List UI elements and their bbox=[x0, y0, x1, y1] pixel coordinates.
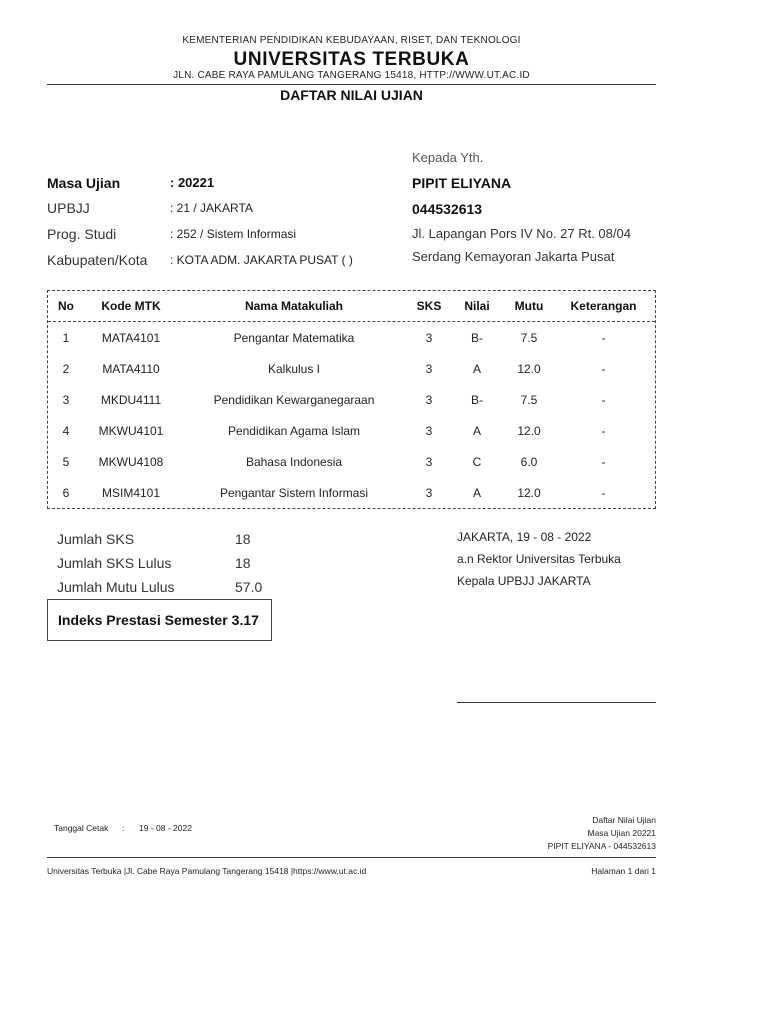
cell-sks: 3 bbox=[425, 454, 433, 469]
kabupaten-label: Kabupaten/Kota bbox=[47, 252, 148, 268]
signature-on-behalf: a.n Rektor Universitas Terbuka bbox=[457, 552, 621, 566]
table-row bbox=[48, 384, 655, 415]
footer-doc-owner: PIPIT ELIYANA - 044532613 bbox=[547, 841, 656, 851]
cell-mutu: 12.0 bbox=[517, 361, 541, 376]
col-header-no: No bbox=[58, 299, 74, 313]
jumlah-mutu-lulus-label: Jumlah Mutu Lulus bbox=[57, 579, 175, 595]
cell-keterangan: - bbox=[601, 485, 606, 500]
table-row bbox=[48, 322, 655, 353]
cell-no: 3 bbox=[62, 392, 70, 407]
table-row bbox=[48, 446, 655, 477]
cell-kode: MKWU4101 bbox=[98, 423, 164, 438]
col-header-keterangan: Keterangan bbox=[570, 299, 637, 313]
cell-keterangan: - bbox=[601, 454, 606, 469]
cell-nama: Kalkulus I bbox=[267, 361, 321, 376]
grades-table bbox=[47, 290, 656, 509]
cell-mutu: 12.0 bbox=[517, 423, 541, 438]
recipient-address-line1: Jl. Lapangan Pors IV No. 27 Rt. 08/04 bbox=[412, 226, 631, 241]
col-header-kode: Kode MTK bbox=[101, 299, 161, 313]
footer-doc-name: Daftar Nilai Ujian bbox=[592, 815, 656, 825]
col-header-mutu: Mutu bbox=[514, 299, 544, 313]
ips-label: Indeks Prestasi Semester bbox=[58, 612, 228, 628]
masa-ujian-value: : 20221 bbox=[170, 175, 215, 190]
cell-sks: 3 bbox=[425, 361, 433, 376]
cell-sks: 3 bbox=[425, 485, 433, 500]
cell-sks: 3 bbox=[425, 423, 433, 438]
footer-institution-line: Universitas Terbuka |Jl. Cabe Raya Pamulang Tangerang 15418 |https://www.ut.ac.id bbox=[47, 866, 367, 876]
col-header-nama: Nama Matakuliah bbox=[244, 299, 344, 313]
masa-ujian-label: Masa Ujian bbox=[47, 175, 121, 191]
footer-doc-period: Masa Ujian 20221 bbox=[587, 828, 656, 838]
cell-kode: MKDU4111 bbox=[100, 392, 162, 407]
kabupaten-value: : KOTA ADM. JAKARTA PUSAT ( ) bbox=[170, 253, 353, 267]
cell-nama: Pengantar Matematika bbox=[233, 330, 355, 345]
col-header-nilai: Nilai bbox=[464, 299, 490, 313]
grades-table-body bbox=[48, 322, 655, 508]
table-row bbox=[48, 477, 655, 508]
table-header bbox=[48, 291, 655, 322]
jumlah-sks-value: 18 bbox=[235, 531, 251, 547]
ministry-name: KEMENTERIAN PENDIDIKAN KEBUDAYAAN, RISET, DAN TEKNOLOGI bbox=[182, 35, 521, 46]
ips-value: 3.17 bbox=[231, 612, 259, 628]
cell-no: 1 bbox=[62, 330, 70, 345]
cell-mutu: 12.0 bbox=[517, 485, 541, 500]
ips-box bbox=[47, 599, 272, 641]
cell-no: 2 bbox=[62, 361, 70, 376]
cell-keterangan: - bbox=[601, 330, 606, 345]
cell-kode: MSIM4101 bbox=[101, 485, 161, 500]
signature-line bbox=[457, 702, 656, 703]
table-row bbox=[48, 415, 655, 446]
cell-no: 6 bbox=[62, 485, 70, 500]
prog-studi-value: : 252 / Sistem Informasi bbox=[170, 227, 297, 241]
cell-nama: Pendidikan Agama Islam bbox=[227, 423, 361, 438]
upbjj-label: UPBJJ bbox=[47, 200, 90, 216]
col-header-sks: SKS bbox=[416, 299, 442, 313]
table-row bbox=[48, 353, 655, 384]
recipient-nim: 044532613 bbox=[412, 201, 483, 217]
cell-mutu: 6.0 bbox=[520, 454, 538, 469]
recipient-name: PIPIT ELIYANA bbox=[412, 175, 512, 191]
signature-place-date: JAKARTA, 19 - 08 - 2022 bbox=[457, 530, 592, 544]
jumlah-sks-lulus-value: 18 bbox=[235, 555, 251, 571]
university-address: JLN. CABE RAYA PAMULANG TANGERANG 15418, HTTP://WWW.UT.AC.ID bbox=[173, 70, 530, 81]
print-date-separator: : bbox=[122, 823, 125, 833]
cell-nilai: A bbox=[472, 423, 481, 438]
cell-keterangan: - bbox=[601, 392, 606, 407]
cell-nilai: A bbox=[472, 485, 481, 500]
cell-mutu: 7.5 bbox=[520, 330, 538, 345]
cell-kode: MATA4101 bbox=[101, 330, 161, 345]
jumlah-sks-label: Jumlah SKS bbox=[57, 531, 135, 547]
document-title: DAFTAR NILAI UJIAN bbox=[280, 87, 423, 103]
cell-keterangan: - bbox=[601, 361, 606, 376]
cell-sks: 3 bbox=[425, 392, 433, 407]
jumlah-mutu-lulus-value: 57.0 bbox=[235, 579, 263, 595]
cell-kode: MKWU4108 bbox=[98, 454, 164, 469]
cell-no: 4 bbox=[62, 423, 70, 438]
print-date-label: Tanggal Cetak bbox=[54, 823, 109, 833]
cell-mutu: 7.5 bbox=[520, 392, 538, 407]
cell-kode: MATA4110 bbox=[102, 361, 160, 376]
cell-nilai: C bbox=[472, 454, 482, 469]
cell-nilai: B- bbox=[471, 330, 483, 345]
cell-sks: 3 bbox=[425, 330, 433, 345]
cell-nama: Pendidikan Kewarganegaraan bbox=[213, 392, 375, 407]
footer-page-info: Halaman 1 dari 1 bbox=[591, 866, 656, 876]
recipient-address-line2: Serdang Kemayoran Jakarta Pusat bbox=[412, 249, 615, 264]
cell-nilai: B- bbox=[471, 392, 483, 407]
prog-studi-label: Prog. Studi bbox=[47, 226, 117, 242]
cell-no: 5 bbox=[62, 454, 70, 469]
cell-nilai: A bbox=[472, 361, 481, 376]
print-date-value: 19 - 08 - 2022 bbox=[139, 823, 192, 833]
university-name: UNIVERSITAS TERBUKA bbox=[233, 49, 470, 70]
header-divider bbox=[47, 84, 656, 85]
signature-position: Kepala UPBJJ JAKARTA bbox=[457, 574, 591, 588]
footer-divider bbox=[47, 857, 656, 858]
cell-nama: Bahasa Indonesia bbox=[245, 454, 343, 469]
cell-keterangan: - bbox=[601, 423, 606, 438]
recipient-greeting: Kepada Yth. bbox=[412, 150, 484, 165]
jumlah-sks-lulus-label: Jumlah SKS Lulus bbox=[57, 555, 172, 571]
cell-nama: Pengantar Sistem Informasi bbox=[219, 485, 369, 500]
upbjj-value: : 21 / JAKARTA bbox=[170, 201, 253, 215]
